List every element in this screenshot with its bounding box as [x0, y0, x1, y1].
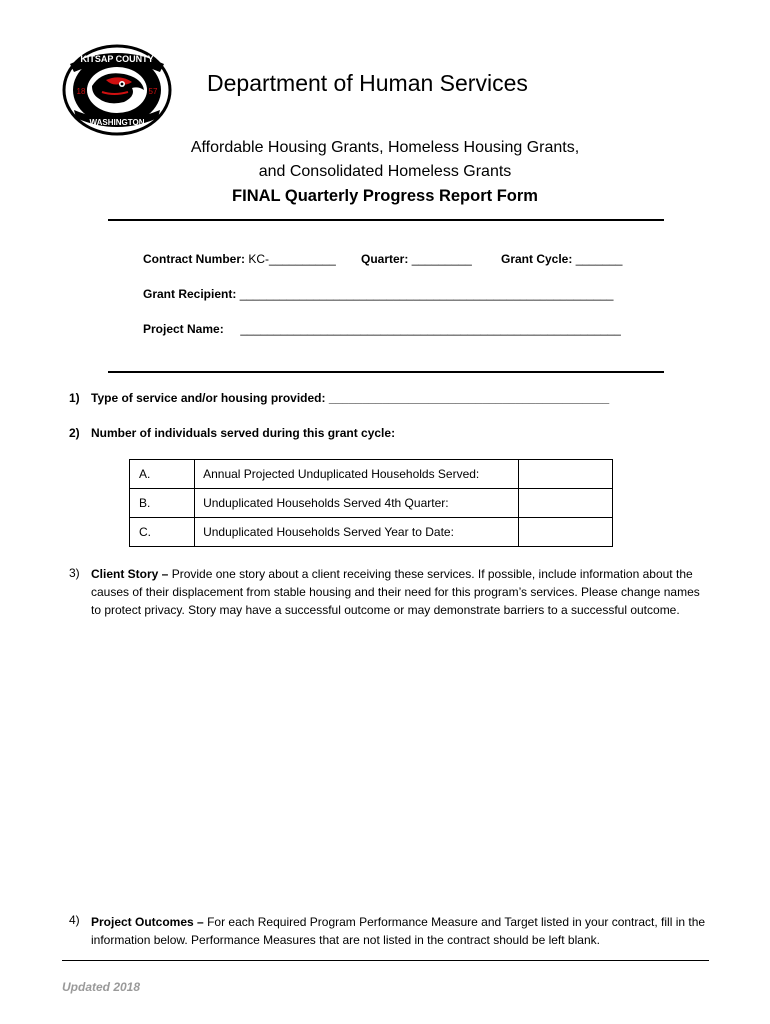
row-letter: B. [130, 489, 195, 518]
header-divider [108, 219, 664, 221]
contract-number-field[interactable] [143, 252, 336, 266]
row-label: Annual Projected Unduplicated Households Served: [195, 460, 519, 489]
table-row [130, 489, 613, 518]
row-label: Unduplicated Households Served Year to Date: [195, 518, 519, 547]
row-letter: C. [130, 518, 195, 547]
question-4-number: 4) [69, 913, 80, 927]
table-row [130, 460, 613, 489]
fields-divider [108, 371, 664, 373]
project-name-label: Project Name: [143, 322, 224, 336]
form-title: FINAL Quarterly Progress Report Form [232, 187, 538, 205]
seal-bottom-text: WASHINGTON [89, 118, 145, 127]
seal-left-year: 18 [76, 87, 86, 96]
contract-number-label: Contract Number: [143, 252, 246, 266]
quarter-label: Quarter: [361, 252, 409, 266]
kitsap-county-seal-logo [62, 44, 172, 136]
grant-cycle-field[interactable] [501, 252, 622, 266]
row-label: Unduplicated Households Served 4th Quarter: [195, 489, 519, 518]
row-value-cell[interactable] [518, 489, 612, 518]
footer-divider [62, 960, 709, 961]
seal-right-year: 57 [148, 87, 158, 96]
question-2 [69, 426, 689, 444]
grant-cycle-value[interactable]: _______ [575, 252, 623, 266]
households-served-table [129, 459, 613, 547]
project-name-value[interactable]: _________________________________________________________ [240, 322, 621, 336]
question-4 [69, 913, 719, 953]
row-value-cell[interactable] [518, 518, 612, 547]
question-1-number: 1) [69, 391, 80, 405]
quarter-field[interactable] [361, 252, 472, 266]
quarter-value[interactable]: _________ [411, 252, 472, 266]
question-3-lead: Client Story – [91, 567, 169, 581]
question-1-text: Type of service and/or housing provided: [91, 391, 326, 405]
seal-top-text: KITSAP COUNTY [80, 54, 154, 64]
question-4-lead: Project Outcomes – [91, 915, 204, 929]
project-name-field[interactable] [143, 322, 621, 336]
table-row [130, 518, 613, 547]
question-1-answer-blank[interactable]: __________________________________________ [328, 391, 610, 405]
subtitle-line-1: Affordable Housing Grants, Homeless Housing Grants, [190, 139, 580, 156]
question-4-text: For each Required Program Performance Measure and Target listed in your contract, fill in the information below. Performance Measures that are not listed in the contract should be left blank. [91, 915, 706, 947]
question-2-text: Number of individuals served during this grant cycle: [91, 426, 396, 440]
row-value-cell[interactable] [518, 460, 612, 489]
grant-recipient-field[interactable] [143, 287, 613, 301]
question-3-text: Provide one story about a client receiving these services. If possible, include information about the causes of their displacement from stable housing and their need for this program’s services. Please change names to protect privacy. Story may have a successful outcome or may demonstrate barriers to a successful outcome. [91, 567, 700, 617]
contract-number-value[interactable]: KC-__________ [248, 252, 336, 266]
question-2-number: 2) [69, 426, 80, 440]
row-letter: A. [130, 460, 195, 489]
grant-recipient-label: Grant Recipient: [143, 287, 237, 301]
subtitle-line-2: and Consolidated Homeless Grants [258, 163, 512, 180]
question-3-number: 3) [69, 566, 80, 580]
department-title: Department of Human Services [207, 70, 528, 96]
grant-cycle-label: Grant Cycle: [501, 252, 573, 266]
updated-footer: Updated 2018 [62, 980, 141, 994]
question-1 [69, 391, 689, 409]
question-3 [69, 566, 719, 646]
grant-recipient-value[interactable]: ________________________________________________________ [239, 287, 614, 301]
